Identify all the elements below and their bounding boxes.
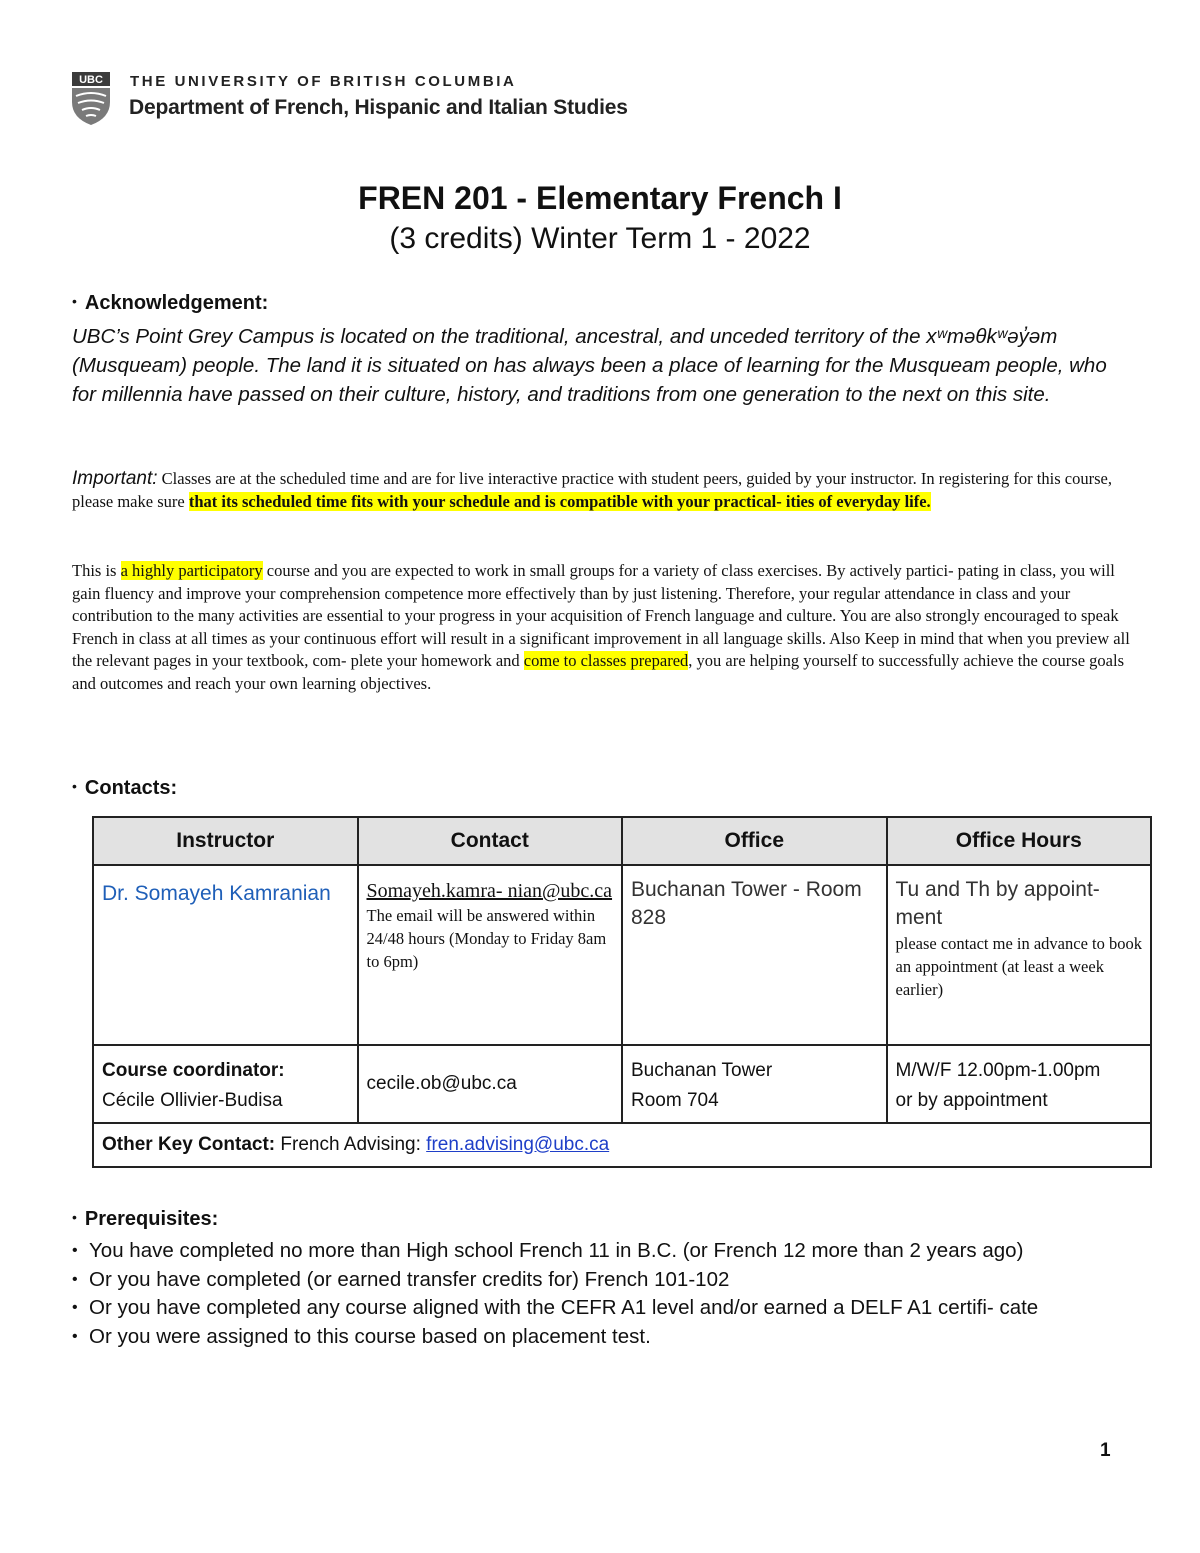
coordinator-hours-line: or by appointment — [895, 1090, 1048, 1111]
advising-email-link[interactable]: fren.advising@ubc.ca — [426, 1134, 610, 1155]
coordinator-office-line: Buchanan Tower — [631, 1060, 773, 1081]
column-header: Office Hours — [887, 817, 1152, 865]
highlight-participatory: a highly participatory — [120, 561, 263, 580]
acknowledgement-text: UBC’s Point Grey Campus is located on the traditional, ancestral, and unceded territory of the xʷməθkʷəy̓əm (Musqueam) people. The land it is situated on has always been a place of learning for the Musqueam people, who for millennia have passed on their culture, history, and traditions from one generation to the next on this site. — [72, 325, 1107, 406]
important-label: Important: — [72, 468, 158, 489]
email-note: The email will be answered within 24/48 hours (Monday to Friday 8am to 6pm) — [366, 906, 607, 971]
other-contact-text: French Advising: — [275, 1134, 427, 1155]
prerequisites-heading: • Prerequisites: — [72, 1208, 219, 1230]
table-row — [93, 1123, 1151, 1167]
coordinator-email[interactable]: cecile.ob@ubc.ca — [366, 1073, 517, 1094]
participation-paragraph: This is a highly participatory course and you are expected to work in small groups for a variety of class exercises. By actively partici- pating in class, you will gain fluency and improve your comprehension competence more effectively than by just listening. Therefore, your regular attendance in class and your contribution to the many activities are essential to your progress in your acquisition of French language and culture. You are also strongly encouraged to speak French in class at all times as your continuous effort will result in a significant improvement in all language skills. Also Keep in mind that when you preview all the relevant pages in your textbook, com- plete your homework and come to classes prepared, you are helping yourself to successfully achieve the course goals and outcomes and reach your own learning objectives. — [72, 561, 1130, 693]
bullet-icon: • — [72, 778, 77, 794]
list-item: • You have completed no more than High school French 11 in B.C. (or French 12 more than 2 years ago) — [72, 1237, 1132, 1266]
coordinator-name: Cécile Ollivier-Budisa — [102, 1090, 283, 1111]
bullet-icon: • — [72, 1209, 77, 1225]
svg-text:UBC: UBC — [79, 74, 103, 86]
list-item: • Or you were assigned to this course based on placement test. — [72, 1323, 1132, 1352]
coordinator-contact-cell — [358, 1045, 623, 1123]
important-highlight: that its scheduled time fits with your schedule and is compatible with your practical- ities of everyday life. — [188, 491, 931, 511]
table-row — [93, 1045, 1151, 1123]
department-name: Department of French, Hispanic and Italian Studies — [129, 96, 628, 119]
instructor-name: Dr. Somayeh Kamranian — [102, 882, 331, 905]
column-header: Office — [622, 817, 887, 865]
coordinator-office-cell — [622, 1045, 887, 1123]
course-title: FREN 201 - Elementary French I — [358, 180, 842, 216]
contacts-heading: • Contacts: — [72, 777, 178, 799]
highlight-prepared: come to classes prepared — [523, 651, 689, 670]
prerequisites-section — [72, 1208, 1132, 1351]
instructor-hours-cell — [887, 865, 1152, 1045]
instructor-email[interactable]: Somayeh.kamra- nian@ubc.ca — [366, 880, 613, 902]
list-item: • Or you have completed any course aligned with the CEFR A1 level and/or earned a DELF A1 certifi- cate — [72, 1294, 1132, 1323]
other-contact-label: Other Key Contact: — [102, 1134, 276, 1155]
prerequisites-list — [72, 1237, 1132, 1351]
important-paragraph — [72, 468, 1132, 513]
instructor-contact-cell — [358, 865, 623, 1045]
instructor-hours: Tu and Th by appoint- ment — [895, 878, 1100, 929]
table-header-row — [93, 817, 1151, 865]
ubc-crest-icon — [72, 72, 110, 126]
university-name: THE UNIVERSITY OF BRITISH COLUMBIA — [130, 73, 517, 90]
other-contact-cell — [93, 1123, 1151, 1167]
instructor-office: Buchanan Tower - Room 828 — [631, 878, 862, 929]
coordinator-cell — [93, 1045, 358, 1123]
important-text: Classes are at the scheduled time and are for live interactive practice with student peers, guided by your instructor. In registering for this course, please make sure — [72, 469, 1112, 511]
ubc-logo — [72, 72, 110, 124]
column-header: Instructor — [93, 817, 358, 865]
hours-note: please contact me in advance to book an appointment (at least a week earlier) — [895, 934, 1142, 999]
bullet-icon: • — [72, 293, 77, 309]
coordinator-hours-line: M/W/F 12.00pm-1.00pm — [895, 1060, 1101, 1081]
instructor-cell — [93, 865, 358, 1045]
list-item: • Or you have completed (or earned transfer credits for) French 101-102 — [72, 1266, 1132, 1295]
column-header: Contact — [358, 817, 623, 865]
contacts-table — [92, 816, 1152, 1168]
coordinator-hours-cell — [887, 1045, 1152, 1123]
instructor-office-cell — [622, 865, 887, 1045]
coordinator-office-line: Room 704 — [631, 1090, 719, 1111]
page-number: 1 — [1100, 1440, 1111, 1461]
course-subtitle: (3 credits) Winter Term 1 - 2022 — [389, 222, 811, 255]
coordinator-role: Course coordinator: — [102, 1060, 285, 1081]
table-row — [93, 865, 1151, 1045]
acknowledgement-heading: • Acknowledgement: — [72, 292, 269, 314]
